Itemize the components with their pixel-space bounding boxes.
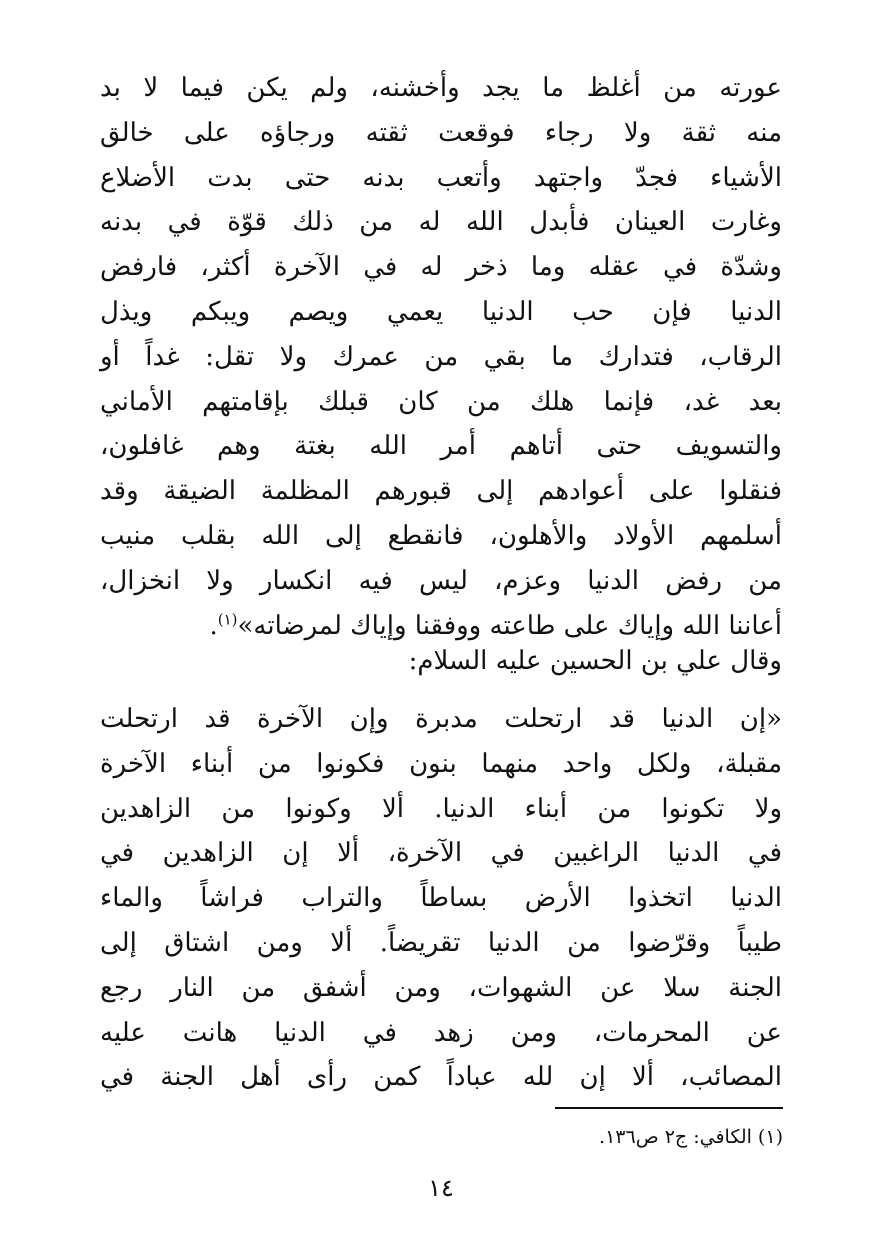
text-line: فنقلوا على أعوادهم إلى قبورهم المظلمة الضيقة وقد xyxy=(100,476,782,507)
text-line: وغارت العينان فأبدل الله له من ذلك قوّة في بدنه xyxy=(100,207,782,238)
text-line: في الدنيا الراغبين في الآخرة، ألا إن الزاهدين في xyxy=(100,838,782,869)
footnote: (١) الكافي: ج٢ ص١٣٦. xyxy=(599,1126,783,1148)
text-line: الأشياء فجدّ واجتهد وأتعب بدنه حتى بدت الأضلاع xyxy=(100,162,782,193)
text-line: من رفض الدنيا وعزم، ليس فيه انكسار ولا انخزال، xyxy=(100,565,782,596)
footnote-marker[interactable]: (١) xyxy=(217,609,238,628)
footnote-divider xyxy=(555,1107,783,1109)
text-line: المصائب، ألا إن لله عباداً كمن رأى أهل الجنة في xyxy=(100,1062,782,1093)
text-line: عورته من أغلظ ما يجد وأخشنه، ولم يكن فيما لا بد xyxy=(100,73,782,103)
paragraph-1 xyxy=(100,66,782,648)
text-line: والتسويف حتى أتاهم أمر الله بغتة وهم غافلون، xyxy=(100,431,782,462)
text-line: الجنة سلا عن الشهوات، ومن أشفق من النار رجع xyxy=(100,972,782,1003)
text-line: وشدّة في عقله وما ذخر له في الآخرة أكثر، فارفض xyxy=(100,252,782,283)
text-line: مقبلة، ولكل واحد منهما بنون فكونوا من أبناء الآخرة xyxy=(100,748,782,779)
section-heading: وقال علي بن الحسين عليه السلام: xyxy=(408,646,782,676)
text-line: الدنيا اتخذوا الأرض بساطاً والتراب فراشاً والماء xyxy=(100,883,782,914)
text-line: عن المحرمات، ومن زهد في الدنيا هانت عليه xyxy=(100,1017,782,1048)
text-line: «إن الدنيا قد ارتحلت مدبرة وإن الآخرة قد ارتحلت xyxy=(100,704,782,734)
text-line: طيباً وقرّضوا من الدنيا تقريضاً. ألا ومن اشتاق إلى xyxy=(100,927,782,958)
text-line: الدنيا فإن حب الدنيا يعمي ويصم ويبكم ويذل xyxy=(100,296,782,327)
text-line: بعد غد، فإنما هلك من كان قبلك بإقامتهم الأماني xyxy=(100,386,782,417)
text-line: أسلمهم الأولاد والأهلون، فانقطع إلى الله بقلب منيب xyxy=(100,520,782,551)
paragraph-2 xyxy=(100,697,782,1100)
page-number: ١٤ xyxy=(428,1174,454,1202)
last-line-text: أعاننا الله وإياك على طاعته ووفقنا وإياك لمرضاته» xyxy=(237,610,782,641)
sentence-end: . xyxy=(209,610,218,641)
text-line: ولا تكونوا من أبناء الدنيا. ألا وكونوا من الزاهدين xyxy=(100,793,782,824)
text-line: الرقاب، فتدارك ما بقي من عمرك ولا تقل: غداً أو xyxy=(100,341,782,372)
text-line: منه ثقة ولا رجاء فوقعت ثقته ورجاؤه على خالق xyxy=(100,117,782,148)
